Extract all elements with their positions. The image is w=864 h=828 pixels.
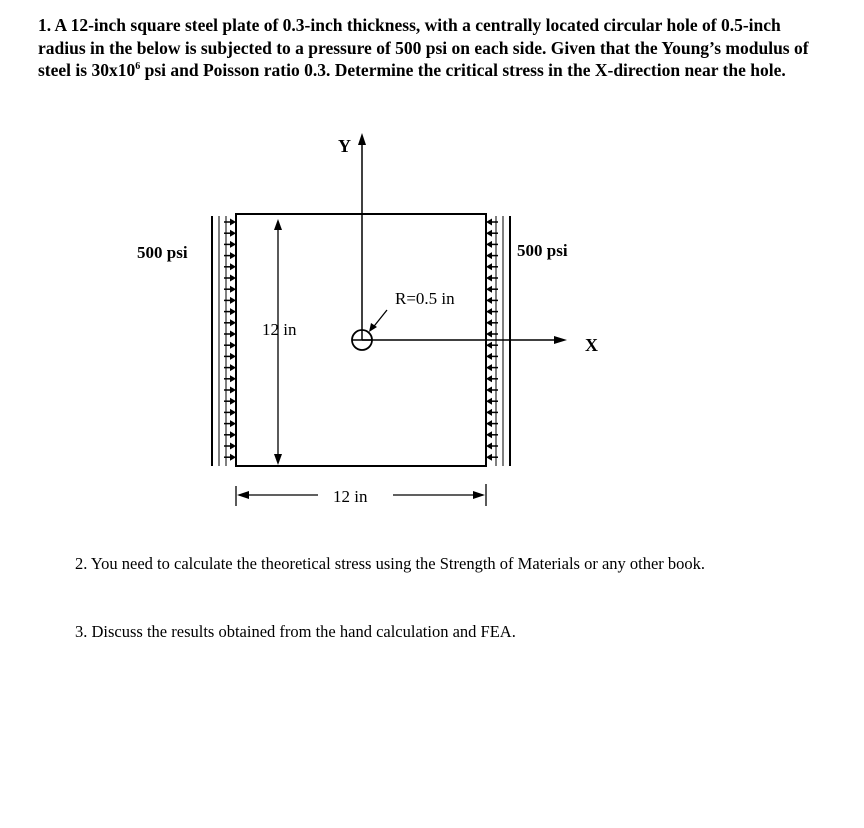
exponent: 6 (135, 61, 141, 72)
radius-label: R=0.5 in (395, 289, 455, 308)
height-label: 12 in (262, 320, 297, 339)
x-axis-arrowhead (554, 336, 567, 344)
height-dimension (274, 219, 282, 465)
y-axis-arrowhead (358, 133, 366, 145)
x-axis-label: X (585, 335, 598, 355)
right-pressure-arrows (486, 216, 510, 466)
y-axis-label: Y (338, 136, 351, 156)
left-pressure-label: 500 psi (137, 243, 188, 262)
problem-2-text: 2. You need to calculate the theoretical stress using the Strength of Materials or any other book. (75, 554, 706, 573)
problem-1-text-b: psi and Poisson ratio 0.3. Determine the critical stress in the X-direction near the hole. (140, 60, 786, 80)
right-pressure-label: 500 psi (517, 241, 568, 260)
problem-1-text-a: 1. A 12-inch square steel plate of 0.3-inch thickness, with a centrally located circular hole of 0.5-inch radius in the below is subjected to a pressure of 500 psi on each side. Given that the Young’s modulus of steel is 30x10 (38, 15, 809, 80)
width-label: 12 in (333, 487, 368, 506)
problem-3-text: 3. Discuss the results obtained from the hand calculation and FEA. (75, 622, 516, 641)
left-pressure-arrows (212, 216, 236, 466)
